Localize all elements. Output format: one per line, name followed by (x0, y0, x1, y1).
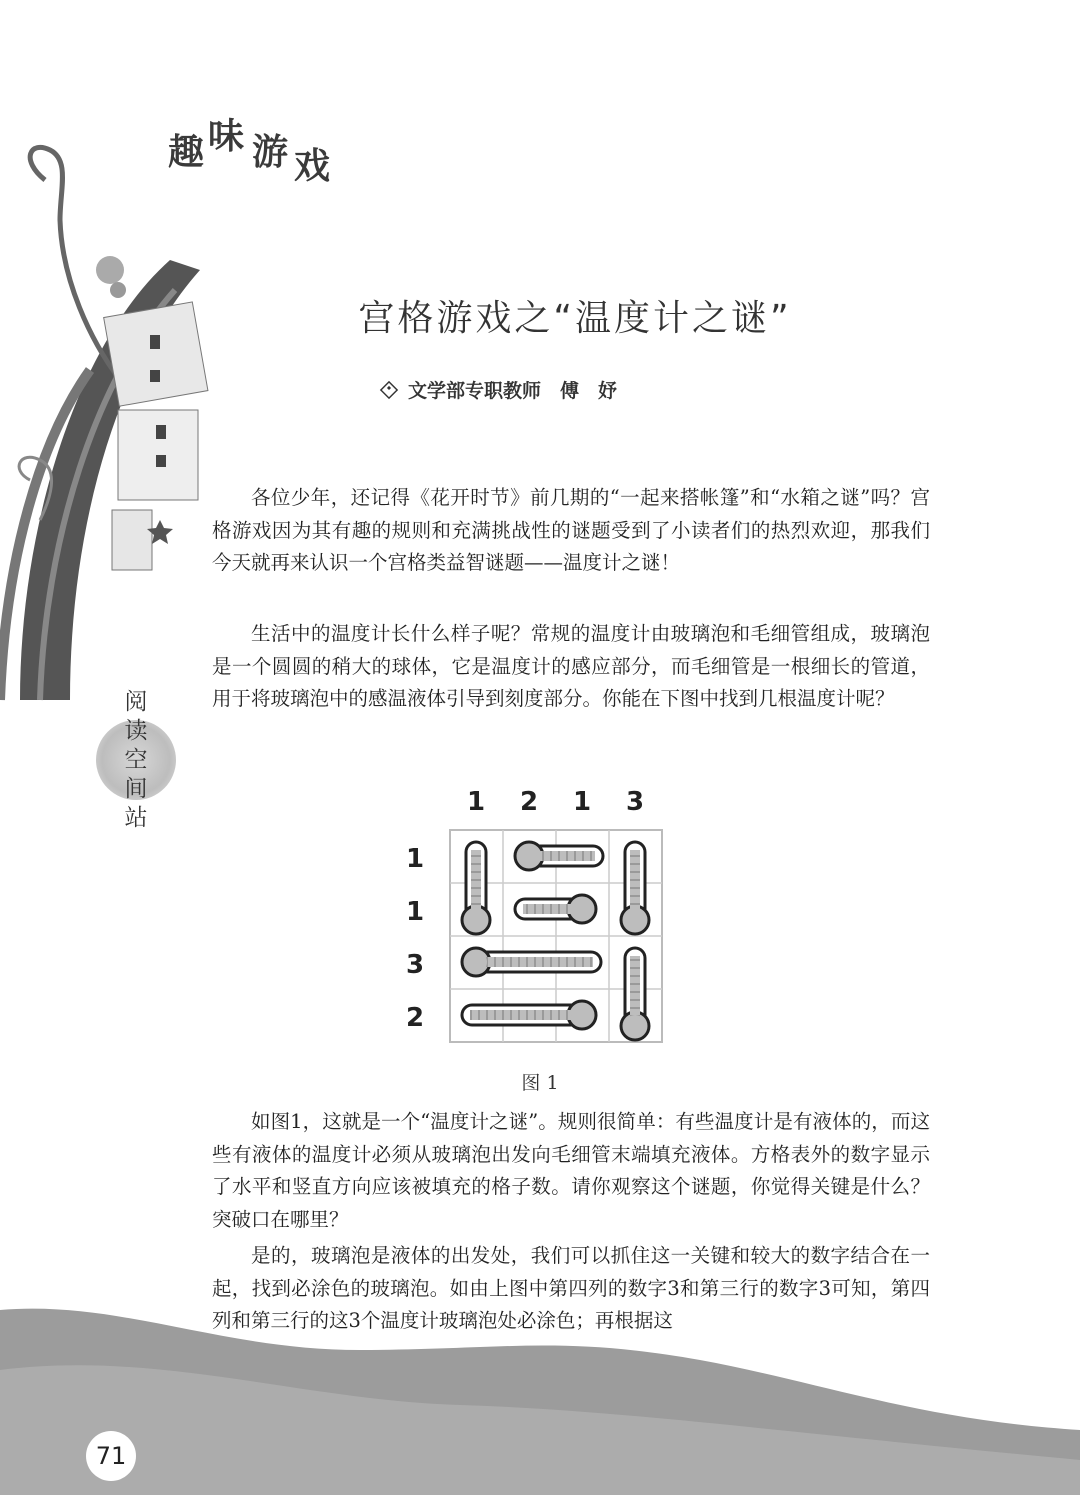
column-clue: 1 (572, 787, 592, 817)
thermometer (515, 842, 603, 870)
section-char: 戏 (294, 146, 331, 187)
row-clue: 2 (405, 1003, 425, 1033)
side-label-char: 站 (124, 805, 148, 831)
decorative-tree-illustration (0, 140, 240, 740)
row-clue: 1 (405, 844, 425, 874)
author-line (380, 376, 740, 403)
figure-caption: 图 1 (521, 1072, 559, 1094)
column-clue: 2 (519, 787, 539, 817)
thermometer (462, 842, 490, 934)
side-label-char: 读 (124, 718, 148, 744)
thermometer-puzzle-figure (395, 780, 695, 1050)
side-label-char: 间 (124, 776, 148, 802)
side-label-char: 阅 (124, 689, 148, 715)
row-clue: 3 (405, 950, 425, 980)
column-clue: 1 (466, 787, 486, 817)
page-number: 71 (86, 1431, 136, 1481)
section-char: 味 (208, 116, 245, 157)
paragraph: 如图1，这就是一个“温度计之谜”。规则很简单：有些温度计是有液体的，而这些有液体的温度计必须从玻璃泡出发向毛细管末端填充液体。方格表外的数字显示了水平和竖直方向应该被填充的格子数。请你观察这个谜题，你觉得关键是什么？突破口在哪里？ (212, 1110, 930, 1231)
diamond-bullet-icon (380, 380, 398, 398)
row-clue: 1 (405, 897, 425, 927)
section-char: 游 (252, 132, 289, 173)
column-clue: 3 (625, 787, 645, 817)
thermometer (462, 1001, 596, 1029)
section-heading (168, 108, 368, 187)
article-title: 宫格游戏之“温度计之谜” (358, 298, 792, 339)
thermometer (621, 948, 649, 1040)
thermometer (621, 842, 649, 934)
paragraph: 生活中的温度计长什么样子呢？常规的温度计由玻璃泡和毛细管组成，玻璃泡是一个圆圆的稍大的球体，它是温度计的感应部分，而毛细管是一根细长的管道，用于将玻璃泡中的感温液体引导到刻度部分。你能在下图中找到几根温度计呢？ (212, 622, 930, 710)
paragraph: 是的，玻璃泡是液体的出发处，我们可以抓住这一关键和较大的数字结合在一起，找到必涂色的玻璃泡。如由上图中第四列的数字3和第三行的数字3可知，第四列和第三行的这3个温度计玻璃泡处必涂色；再根据这 (212, 1244, 930, 1332)
author-name: 文学部专职教师 傅 妤 (408, 380, 618, 402)
bottom-wave-decoration (0, 1290, 1080, 1495)
thermometer (515, 895, 596, 923)
thermometer (462, 948, 601, 976)
side-label (96, 688, 176, 838)
side-label-char: 空 (124, 747, 148, 773)
paragraph: 各位少年，还记得《花开时节》前几期的“一起来搭帐篷”和“水箱之谜”吗？宫格游戏因为其有趣的规则和充满挑战性的谜题受到了小读者们的热烈欢迎，那我们今天就再来认识一个宫格类益智谜题——温度计之谜！ (212, 486, 930, 574)
section-char: 趣 (168, 132, 205, 173)
